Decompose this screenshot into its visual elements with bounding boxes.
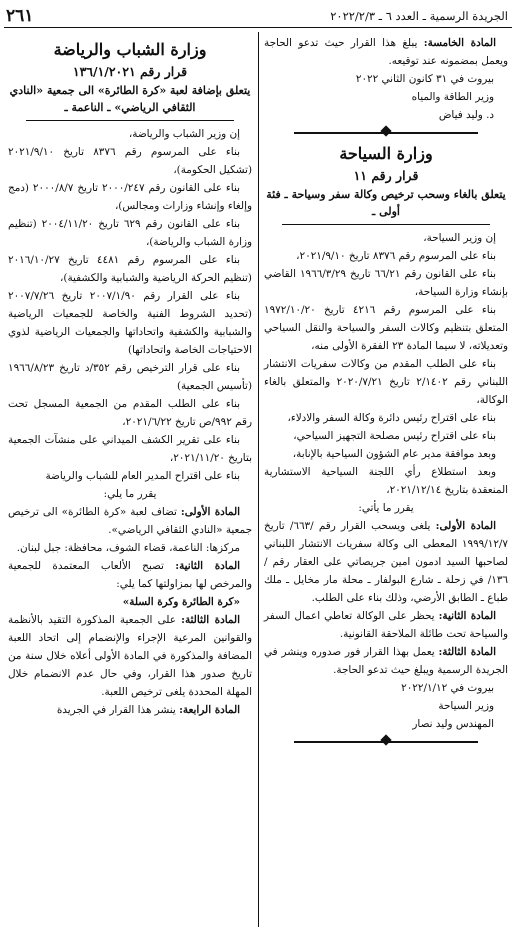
tourism-recital: بناء على المرسوم رقم ٨٣٧٦ تاريخ ٢٠٢١/٩/١٠، (296, 250, 496, 262)
tourism-subject: يتعلق بالغاء وسحب ترخيص وكالة سفر وسياحة ـ فئة أولى ـ (266, 188, 506, 218)
energy-date: بيروت في ٣١ كانون الثاني ٢٠٢٢ (355, 73, 494, 85)
right-column (264, 34, 508, 749)
youth-article-1: المادة الأولى: تضاف لعبة «كرة الطائرة» الى ترخيص جمعية «النادي الثقافي الرياضي». (8, 506, 252, 536)
tourism-ministry-title: وزارة السياحة (339, 144, 433, 163)
subject-rule (282, 224, 490, 225)
tourism-recital: وبعد استطلاع رأي اللجنة السياحية الاستشارية المنعقدة بتاريخ ٢٠٢١/١٢/١٤، (264, 466, 508, 496)
youth-recital: بناء على المرسوم رقم ٤٤٨١ تاريخ ٢٠١٦/١٠/٢٧ (تنظيم الحركة الرياضية والشبابية والكشفية)، (8, 254, 252, 284)
youth-ministry-title: وزارة الشباب والرياضة (53, 40, 207, 59)
section-separator (264, 735, 508, 747)
youth-recital: بناء على اقتراح المدير العام للشباب والرياضة (45, 470, 240, 482)
youth-recital: بناء على القانون رقم ٦٢٩ تاريخ ٢٠٠٤/١١/٢٠ (تنظيم وزارة الشباب والرياضة)، (8, 218, 252, 248)
youth-recital: بناء على تقرير الكشف الميداني على منشآت الجمعية بتاريخ ٢٠٢١/١١/٢٠، (8, 434, 252, 464)
tourism-recital: بناء على القانون رقم ٦٦/٢١ تاريخ ١٩٦٦/٣/٢٩ القاضي بإنشاء وزارة السياحة، (264, 268, 508, 298)
tourism-minister-name: المهندس وليد نصار (412, 718, 494, 730)
tourism-article-3: المادة الثالثة: يعمل بهذا القرار فور صدوره وينشر في الجريدة الرسمية ويبلغ حيث تدعو الحاجة. (264, 646, 508, 676)
tourism-decides: يقرر ما يأتي: (358, 502, 414, 514)
youth-hq-line: مركزها: الناعمة، قضاء الشوف، محافظة: جبل لبنان. (16, 542, 240, 554)
tourism-minister-title: وزير السياحة (438, 700, 494, 712)
tourism-recital: بناء على اقتراح رئيس دائرة وكالة السفر والادلاء، (287, 412, 496, 424)
page-header (0, 0, 516, 28)
tourism-decision-number: قرار رقم ١١ (353, 168, 419, 183)
tourism-recital: بناء على الطلب المقدم من وكالات سفريات الانتشار اللبناني رقم ٢/١٤٠٢ تاريخ ٢٠٢٠/٧/٢١ والمتعلق بالغاء الوكالة، (264, 358, 508, 406)
youth-subject: يتعلق بإضافة لعبة «كرة الطائرة» الى جمعية «النادي الثقافي الرياضي» ـ الناعمة ـ (9, 84, 251, 114)
energy-article-5: المادة الخامسة: يبلغ هذا القرار حيث تدعو الحاجة ويعمل بمضمونه عند توقيعه. (264, 37, 508, 67)
youth-recital: بناء على المرسوم رقم ٨٣٧٦ تاريخ ٢٠٢١/٩/١٠ (تشكيل الحكومة)، (8, 146, 252, 176)
tourism-article-1: المادة الأولى: يلغى ويسحب القرار رقم /٦٦٣/ تاريخ ١٩٩٩/١٢/٧ المعطى الى وكالة سفريات الانتشار اللبناني لصاحبها السيد ادمون امين جريصاتي على العقار رقم /١٣٦/ في زحلة ـ شارع البولفار ـ محلة مار مخايل ـ ملك طباع ـ الطابق الأرضي، وذلك بناء على الطلب. (264, 520, 508, 604)
youth-article-2: المادة الثانية: تصبح الألعاب المعتمدة للجمعية والمرخص لها بمزاولتها كما يلي: (8, 560, 252, 590)
youth-article-4: المادة الرابعة: ينشر هذا القرار في الجريدة (56, 704, 240, 716)
youth-recital: بناء على قرار الترخيص رقم ٣٥٢/د تاريخ ١٩٦٦/٨/٢٣ (تأسيس الجمعية) (8, 362, 252, 392)
energy-minister-title: وزير الطاقة والمياه (411, 91, 494, 103)
page-number: ٢٦١ (6, 6, 34, 26)
youth-intro: إن وزير الشباب والرياضة، (128, 128, 240, 140)
youth-decides: يقرر ما يلي: (103, 488, 157, 500)
tourism-recital: وبعد موافقة مدير عام الشؤون السياحية بالإنابة، (292, 448, 496, 460)
youth-games-line: «كرة الطائرة وكرة السلة» (122, 596, 240, 608)
subject-rule (26, 120, 234, 121)
left-column (8, 34, 252, 719)
running-title: الجريدة الرسمية ـ العدد ٦ ـ ٢٠٢٢/٢/٣ (330, 9, 508, 23)
youth-recital: بناء على القرار رقم ٢٠٠٧/١/٩٠ تاريخ ٢٠٠٧/٧/٢٦ (تحديد الشروط الفنية والخاصة للجمعيات الرياضية والشبابية والكشفية واتحاداتها والجمعيات الرياضية لذوي الاحتياجات الخاصة واتحاداتها) (8, 290, 252, 356)
tourism-recital: بناء على اقتراح رئيس مصلحة التجهيز السياحي، (293, 430, 496, 442)
youth-recital: بناء على الطلب المقدم من الجمعية المسجل تحت رقم ٩٩٢/ص تاريخ ٢٠٢١/٦/٢٢، (8, 398, 252, 428)
tourism-intro: إن وزير السياحة، (423, 232, 496, 244)
column-divider (258, 32, 259, 927)
tourism-date: بيروت في ٢٠٢٢/١/١٢ (401, 682, 494, 694)
tourism-article-2: المادة الثانية: يحظر على الوكالة تعاطي اعمال السفر والسياحة تحت طائلة الملاحقة القانونية. (264, 610, 508, 640)
youth-article-3: المادة الثالثة: على الجمعية المذكورة التقيد بالأنظمة والقوانين المرعية الإجراء والإنضمام إلى اتحاد اللعبة المضافة والمذكورة في المادة الأولى أعلاه خلال سنة من تاريخ صدور هذا القرار، وفي حال عدم الانضمام خلال المهلة المحددة يلغى ترخيص اللعبة. (8, 614, 252, 698)
section-separator (264, 126, 508, 138)
youth-recital: بناء على القانون رقم ٢٠٠٠/٢٤٧ تاريخ ٢٠٠٠/٨/٧ (دمج وإلغاء وإنشاء وزارات ومجالس)، (8, 182, 252, 212)
header-rule (4, 27, 512, 28)
youth-decision-number: قرار رقم ١٣٦/١/٢٠٢١ (72, 64, 188, 79)
tourism-recital: بناء على المرسوم رقم ٤٢١٦ تاريخ ١٩٧٢/١٠/٢٠ المتعلق بتنظيم وكالات السفر والسياحة والنقل السياحي وتعديلاته، لا سيما المادة ٢٣ الفقرة الأولى منه، (264, 304, 508, 352)
energy-minister-name: د. وليد فياض (438, 109, 494, 121)
